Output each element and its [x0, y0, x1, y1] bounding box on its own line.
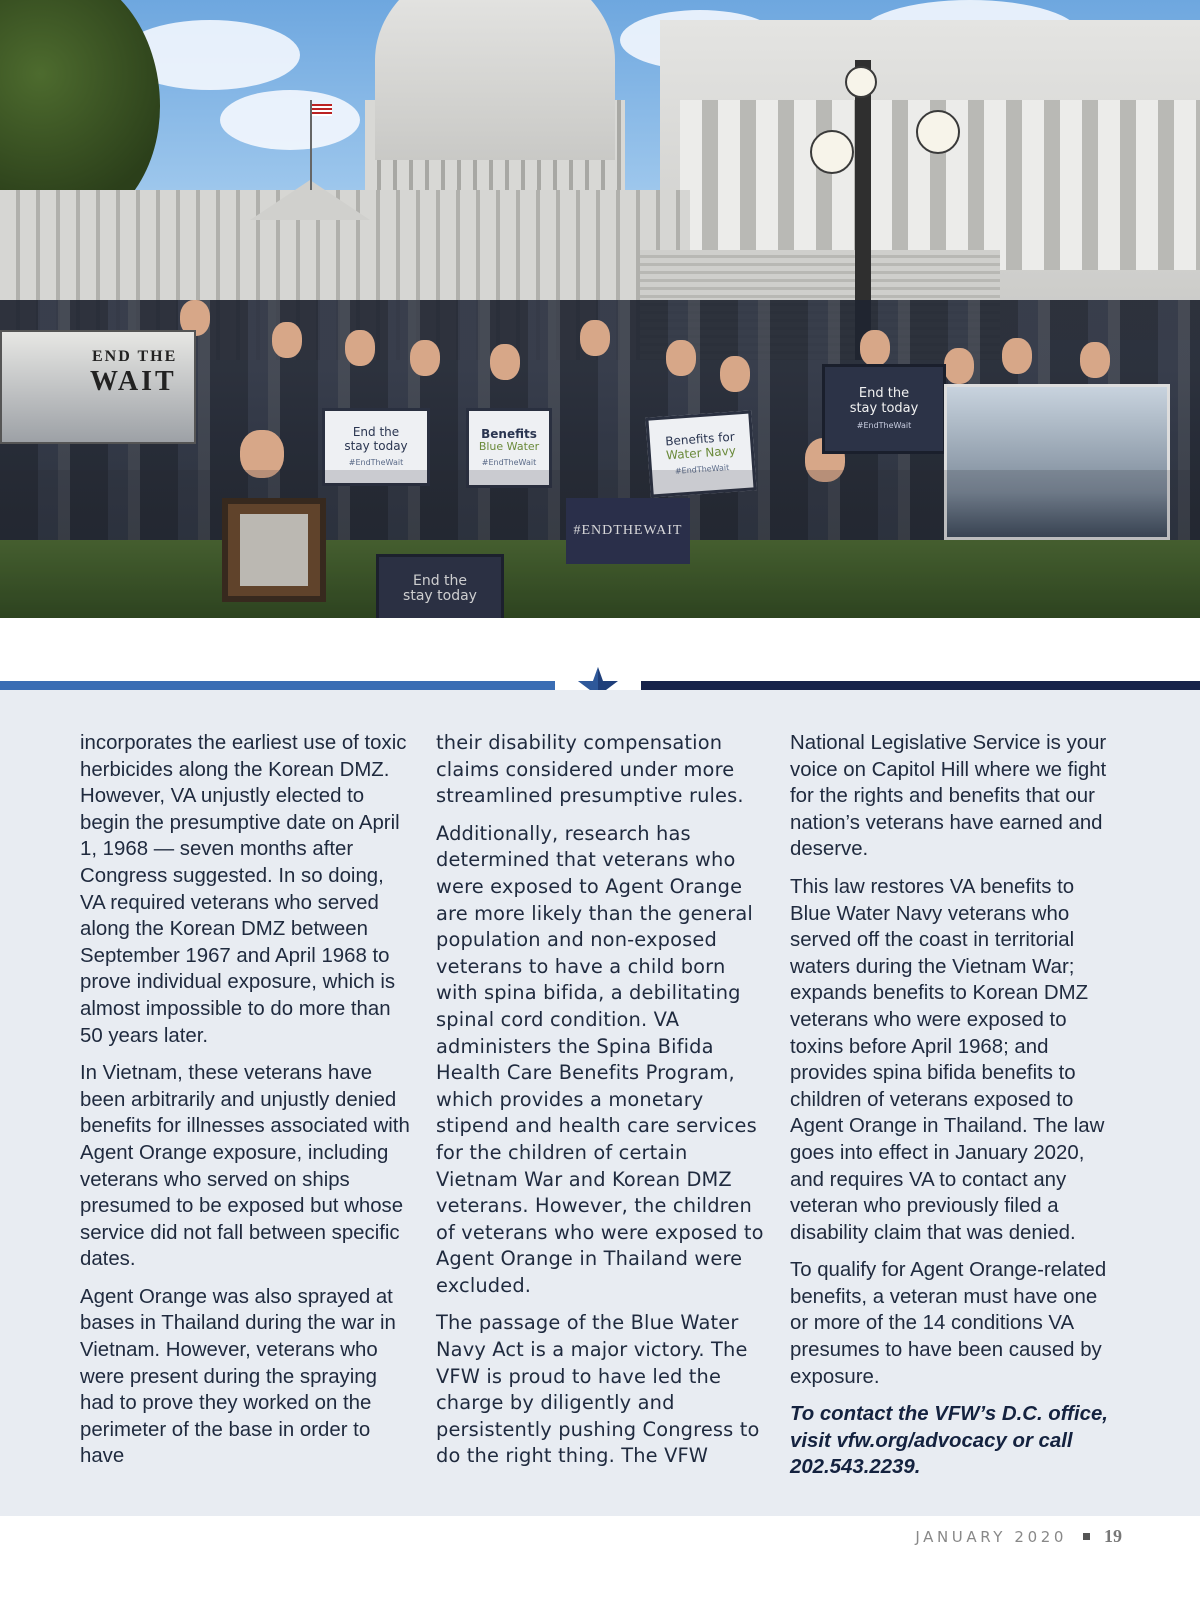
paragraph: Agent Orange was also sprayed at bases in Thailand during the war in Vietnam. However, veterans who were present during the spraying had to prove they worked on the perimeter of the base in order to have [80, 1285, 396, 1468]
lamp-globe [916, 110, 960, 154]
sign-text: End the [412, 572, 468, 589]
sign-text: Benefits [481, 426, 537, 441]
sign-text: Water Navy [665, 443, 737, 463]
article-column-3 [790, 730, 1120, 1492]
footer-separator [1083, 1533, 1090, 1540]
sign-text: Benefits for [664, 430, 736, 449]
sign-text: stay today [849, 400, 919, 416]
sign-text: End the [352, 425, 400, 440]
banner-line2: WAIT [90, 366, 177, 397]
sign-end-the-stay-right [822, 364, 946, 454]
divider-right-bar [641, 681, 1200, 690]
capitol-dome [375, 0, 615, 160]
podium-sign: #ENDTHEWAIT [566, 498, 690, 564]
sign-hashtag: #EndTheWait [348, 457, 404, 467]
paragraph: their disability compensation claims considered under more streamlined presumptive rules. [436, 731, 744, 808]
person [410, 340, 440, 376]
cloud [220, 90, 360, 150]
sign-hashtag: #EndTheWait [856, 420, 912, 430]
person [272, 322, 302, 358]
sign-text: stay today [403, 588, 477, 604]
paragraph: National Legislative Service is your voice on Capitol Hill where we fight for the rights and benefits that our nation’s veterans have earned and deserve. [790, 732, 1107, 861]
person [720, 356, 750, 392]
paragraph: In Vietnam, these veterans have been arbitrarily and unjustly denied benefits for illnesses associated with Agent Orange exposure, including veterans who served on ships presumed to be exposed but whose service did not fall between specific dates. [80, 1062, 410, 1271]
article-column-2 [436, 730, 764, 1481]
person [860, 330, 890, 366]
hero-photo [0, 0, 1200, 618]
person [666, 340, 696, 376]
sign-text: stay today [344, 438, 408, 453]
lamp-globe [810, 130, 854, 174]
person [580, 320, 610, 356]
contact-info: To contact the VFW’s D.C. office, visit vfw.org/advocacy or call 202.543.2239. [790, 1403, 1108, 1479]
issue-date: JANUARY 2020 [915, 1527, 1067, 1546]
sign-text: Blue Water [478, 440, 540, 454]
photo-shade [0, 470, 1200, 618]
lamp-globe [845, 66, 877, 98]
article-column-1 [80, 730, 413, 1481]
paragraph: This law restores VA benefits to Blue Water Navy veterans who served off the coast in territorial waters during the Vietnam War; expands benefits to Korean DMZ veterans who were exposed to toxins before April 1968; and provides spina bifida benefits to children of veterans exposed to Agent Orange in Thailand. The law goes into effect in January 2020, and requires VA to contact any veteran who previously filed a disability claim that was denied. [790, 875, 1105, 1244]
sign-text: End the [858, 386, 910, 402]
sign-hashtag: #EndTheWait [674, 462, 730, 476]
paragraph: To qualify for Agent Orange-related benefits, a veteran must have one or more of the 14 conditions VA presumes to have been caused by exposure. [790, 1259, 1107, 1388]
person [1080, 342, 1110, 378]
person [944, 348, 974, 384]
person [345, 330, 375, 366]
person [1002, 338, 1032, 374]
divider-left-bar [0, 681, 555, 690]
us-flag [312, 104, 332, 116]
paragraph: incorporates the earliest use of toxic herbicides along the Korean DMZ. However, VA unjustly elected to begin the presumptive date on April 1, 1968 — seven months after Congress suggested. In so doing, VA required veterans who served along the Korean DMZ between September 1967 and April 1968 to prove individual exposure, which is almost impossible to do more than 50 years later. [80, 732, 407, 1047]
page-footer [915, 1526, 1122, 1547]
paragraph: The passage of the Blue Water Navy Act is a major victory. The VFW is proud to have led the charge by diligently and persistently pushing Congress to do the right thing. The VFW [436, 1311, 760, 1468]
page-number: 19 [1104, 1526, 1122, 1546]
person [490, 344, 520, 380]
end-the-wait-banner [0, 330, 196, 444]
paragraph: Additionally, research has determined that veterans who were exposed to Agent Orange are more likely than the general population and non-exposed veterans to have a child born with spina bifida, a debilitating spinal cord condition. VA administers the Spina Bifida Health Care Benefits Program, which provides a monetary stipend and health care services for the children of certain Vietnam War and Korean DMZ veterans. However, the children of veterans who were exposed to Agent Orange in Thailand were excluded. [436, 821, 764, 1297]
banner-line1: END THE [92, 348, 178, 365]
sign-hashtag: #EndTheWait [481, 458, 537, 468]
